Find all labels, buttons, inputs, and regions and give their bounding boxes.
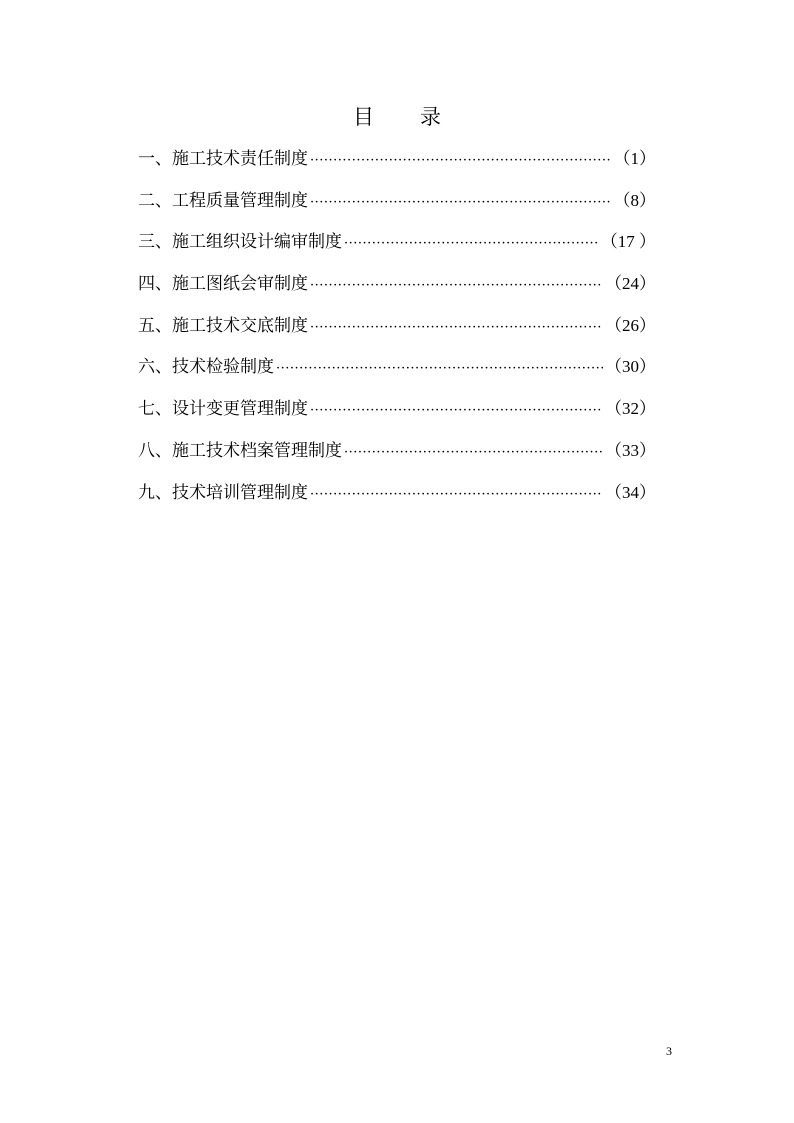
toc-entry-page: （1） — [613, 149, 656, 168]
toc-entry-1[interactable] — [138, 142, 656, 184]
toc-entry-5[interactable] — [138, 309, 656, 351]
toc-entry-page: （34） — [605, 482, 656, 502]
toc-dot-leader — [310, 478, 603, 512]
toc-entry-label: 八、施工技术档案管理制度 — [138, 440, 342, 461]
toc-entry-9[interactable] — [138, 476, 656, 518]
toc-entry-3[interactable] — [138, 225, 656, 267]
toc-entry-2[interactable] — [138, 184, 656, 226]
toc-dot-leader — [310, 311, 603, 345]
toc-entry-label: 二、工程质量管理制度 — [138, 190, 308, 211]
title-char-1: 目 — [353, 105, 374, 129]
toc-entry-6[interactable] — [138, 350, 656, 392]
toc-dot-leader — [310, 269, 603, 303]
toc-entry-page: （26） — [605, 315, 656, 335]
toc-entry-page: （17 ） — [600, 232, 656, 252]
toc-entry-label: 三、施工组织设计编审制度 — [138, 232, 342, 253]
toc-dot-leader — [276, 352, 603, 386]
toc-dot-leader — [310, 186, 612, 220]
title-char-2: 录 — [420, 105, 441, 129]
toc-entry-page: （30） — [605, 357, 656, 377]
toc-entry-label: 七、设计变更管理制度 — [138, 399, 308, 420]
page-number: 3 — [666, 1044, 672, 1058]
table-of-contents — [138, 142, 656, 517]
toc-entry-label: 六、技术检验制度 — [138, 357, 274, 378]
toc-entry-8[interactable] — [138, 434, 656, 476]
toc-dot-leader — [344, 227, 599, 261]
toc-entry-page: （33） — [605, 440, 656, 460]
toc-entry-7[interactable] — [138, 392, 656, 434]
page-title — [0, 100, 794, 134]
toc-dot-leader — [310, 394, 603, 428]
toc-entry-page: （8） — [613, 190, 656, 210]
toc-entry-label: 五、施工技术交底制度 — [138, 315, 308, 336]
toc-entry-page: （32） — [605, 399, 656, 419]
toc-dot-leader — [344, 436, 603, 470]
toc-entry-label: 一、施工技术责任制度 — [138, 149, 308, 169]
toc-dot-leader — [310, 144, 612, 178]
toc-entry-label: 九、技术培训管理制度 — [138, 482, 308, 503]
toc-entry-label: 四、施工图纸会审制度 — [138, 274, 308, 295]
toc-entry-4[interactable] — [138, 267, 656, 309]
toc-entry-page: （24） — [605, 274, 656, 294]
